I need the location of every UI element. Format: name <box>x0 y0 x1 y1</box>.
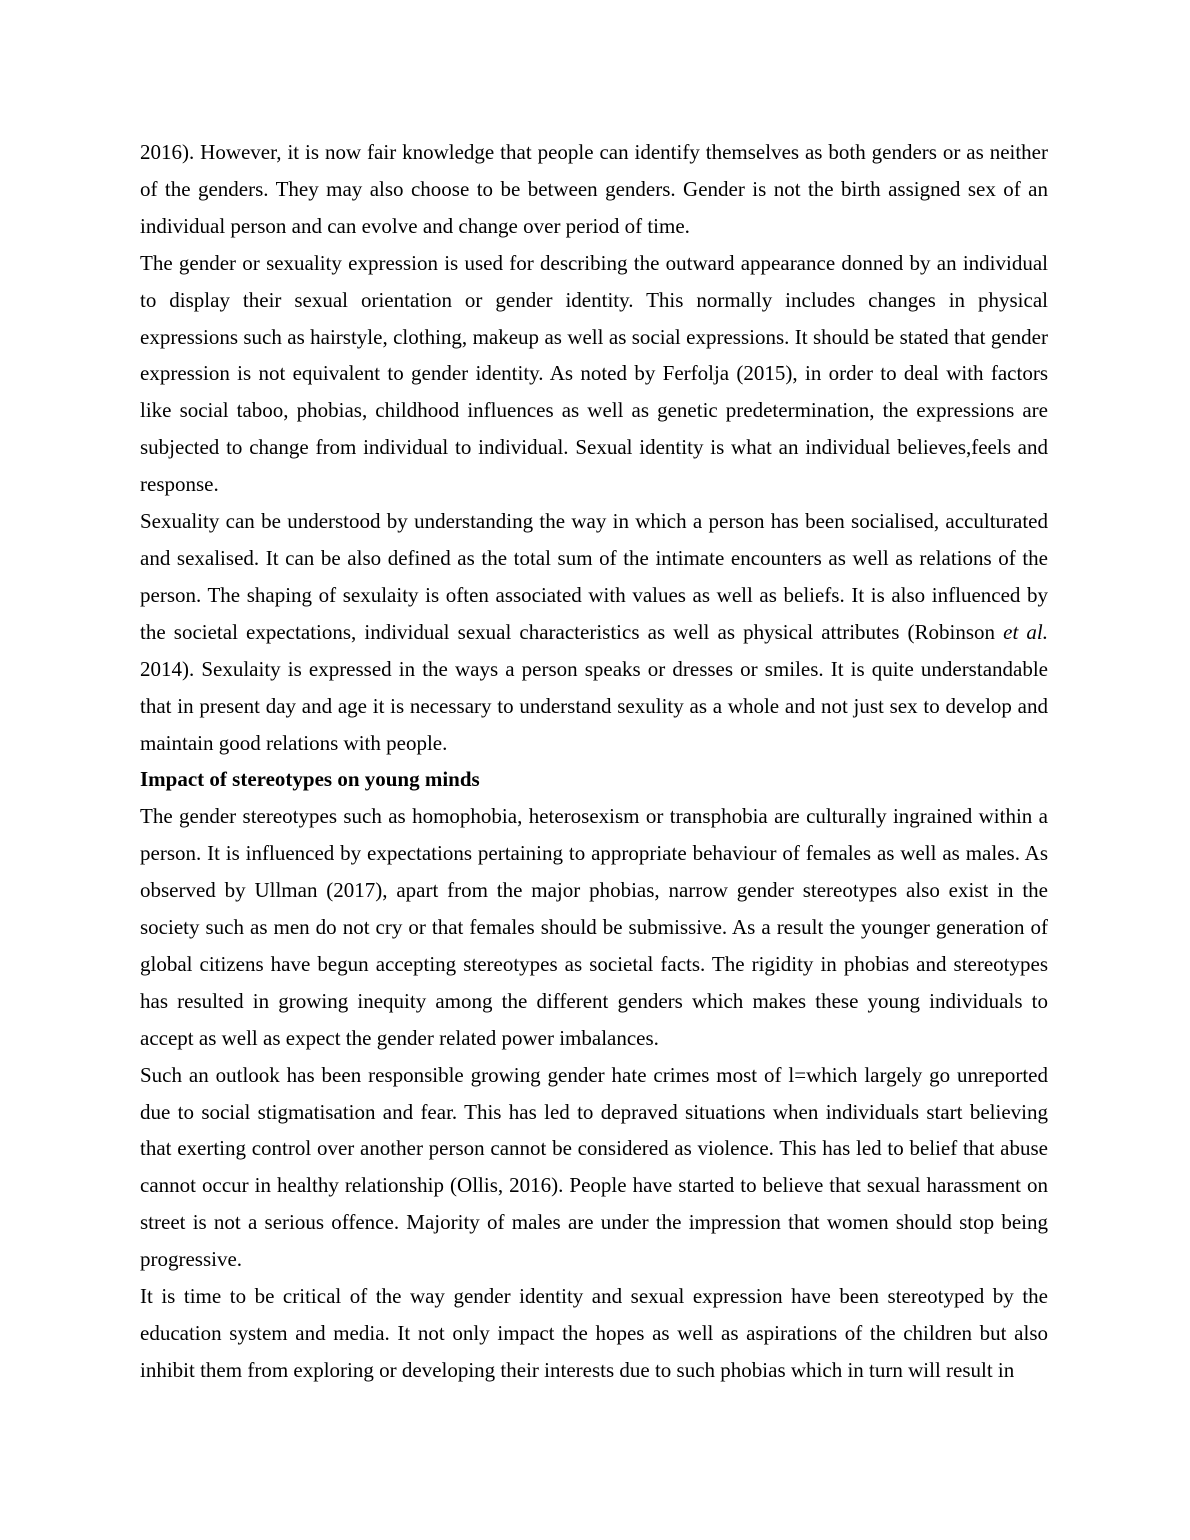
paragraph-hate-crimes: Such an outlook has been responsible growing gender hate crimes most of l=which largely go unreported due to social stigmatisation and fear. This has led to depraved situations when individuals start believing that exerting control over another person cannot be considered as violence. This has led to belief that abuse cannot occur in healthy relationship (Ollis, 2016). People have started to believe that sexual harassment on street is not a serious offence. Majority of males are under the impression that women should stop being progressive. <box>140 1062 1048 1272</box>
paragraph-sexuality-text-after: 2014). Sexulaity is expressed in the ways a person speaks or dresses or smiles. It is quite understandable that in present day and age it is necessary to understand sexulity as a whole and not just sex to develop and maintain good relations with people. <box>140 656 1048 755</box>
paragraph-gender-identity-continuation: 2016). However, it is now fair knowledge that people can identify themselves as both genders or as neither of the genders. They may also choose to be between genders. Gender is not the birth assigned sex of an individual person and can evolve and change over period of time. <box>140 140 1048 238</box>
paragraph-sexuality-text-before: Sexuality can be understood by understanding the way in which a person has been socialised, acculturated and sexalised. It can be also defined as the total sum of the intimate encounters as well as relations of the person. The shaping of sexulaity is often associated with values as well as beliefs. It is also influenced by the societal expectations, individual sexual characteristics as well as physical attributes (Robinson <box>140 509 1048 644</box>
citation-et-al: et al. <box>1003 619 1048 644</box>
paragraph-gender-expression: The gender or sexuality expression is used for describing the outward appearance donned by an individual to display their sexual orientation or gender identity. This normally includes changes in physical expressions such as hairstyle, clothing, makeup as well as social expressions. It should be stated that gender expression is not equivalent to gender identity. As noted by Ferfolja (2015), in order to deal with factors like social taboo, phobias, childhood influences as well as genetic predetermination, the expressions are subjected to change from individual to individual. Sexual identity is what an individual believes,feels and response. <box>140 250 1048 497</box>
section-heading: Impact of stereotypes on young minds <box>140 767 480 792</box>
document-page <box>140 134 1048 1389</box>
paragraph-sexuality <box>140 503 1048 761</box>
paragraph-education-media: It is time to be critical of the way gender identity and sexual expression have been stereotyped by the education system and media. It not only impact the hopes as well as aspirations of the children but also inhibit them from exploring or developing their interests due to such phobias which in turn will result in <box>140 1284 1048 1382</box>
paragraph-stereotypes: The gender stereotypes such as homophobia, heterosexism or transphobia are culturally ingrained within a person. It is influenced by expectations pertaining to appropriate behaviour of females as well as males. As observed by Ullman (2017), apart from the major phobias, narrow gender stereotypes also exist in the society such as men do not cry or that females should be submissive. As a result the younger generation of global citizens have begun accepting stereotypes as societal facts. The rigidity in phobias and stereotypes has resulted in growing inequity among the different genders which makes these young individuals to accept as well as expect the gender related power imbalances. <box>140 804 1048 1050</box>
